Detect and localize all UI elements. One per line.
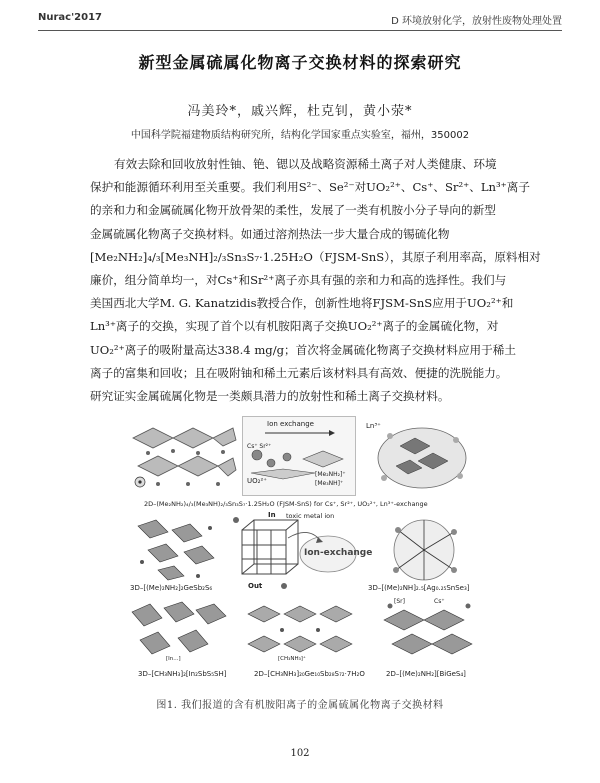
abstract-line: UO₂²⁺离子的吸附量高达338.4 mg/g；首次将金属硫化物离子交换材料应用于稀土 <box>90 342 516 357</box>
abstract-line: 美国西北大学M. G. Kanatzidis教授合作，创新性地将FJSM-SnS应用于UO₂²⁺和 <box>90 296 514 311</box>
sr-ion-label: [Sr] <box>394 598 405 605</box>
bigesi-framework-image <box>374 598 478 666</box>
ion-exchange-schematic <box>242 416 356 496</box>
header-rule <box>38 30 562 31</box>
page-number: 102 <box>290 748 310 759</box>
cs-ion-label: Cs⁺ <box>434 598 445 605</box>
gesbs-framework-image <box>128 516 224 582</box>
paper-title: 新型金属硫属化物离子交换材料的探索研究 <box>138 53 462 72</box>
abstract-line: 离子的富集和回收；且在吸附铀和稀土元素后该材料具有高效、便捷的洗脱能力。 <box>90 365 508 380</box>
ln-exchange-image <box>360 416 478 494</box>
in-species-label: [In...] <box>166 656 181 662</box>
abstract-line: 金属硫属化物离子交换材料。如通过溶剂热法一步大量合成的锡硫化物 <box>90 226 450 241</box>
abstract-line: 的亲和力和金属硫属化物开放骨架的柔性，发展了一类有机胺小分子导向的新型 <box>90 203 496 218</box>
insbs-label: 3D–[CH₃NH₃]₂[In₂SbS₅SH] <box>138 670 227 678</box>
agsnse-drawing <box>368 514 476 584</box>
abstract <box>90 153 541 408</box>
bigesi-drawing <box>374 598 478 666</box>
cs-sr-label: Cs⁺ Sr²⁺ <box>247 443 272 450</box>
out-label: Out <box>248 582 263 590</box>
section-title: D 环境放射化学，放射性废物处理处置 <box>391 16 562 27</box>
ion-exchange-label: Ion exchange <box>267 420 314 428</box>
gesbs-label: 3D–[(Me)₂NH₂]₂GeSb₂S₆ <box>130 584 213 592</box>
bigesi-label: 2D–[(Me)₂NH₂][BiGeS₄] <box>386 670 466 678</box>
agsnse-label: 3D–[(Me)₂NH]₂.₅[Ag₀.₂₅SnSe₃] <box>368 584 470 592</box>
ln-ion-label: Ln³⁺ <box>366 422 381 430</box>
abstract-line: Ln³⁺离子的交换，实现了首个以有机胺阳离子交换UO₂²⁺离子的金属硫化物，对 <box>90 319 499 334</box>
top-row-caption: 2D–(Me₂NH₂)₄/₃(Me₃NH)₂/₃Sn₃S₇·1.25H₂O (FJSM-SnS) for Cs⁺, Sr²⁺, UO₂²⁺, Ln³⁺-exchange <box>144 500 428 508</box>
agsnse-framework-image <box>368 514 476 584</box>
methylammonium-label: [CH₃NH₃]⁺ <box>278 656 306 662</box>
authors: 冯美玲*，戚兴辉，杜克钊，黄小荥* <box>187 104 413 119</box>
abstract-line: 廉价，组分简单均一，对Cs⁺和Sr²⁺离子亦具有强的亲和力和高的选择性。我们与 <box>90 272 507 287</box>
gesbs-drawing <box>128 516 224 582</box>
gesbs-layer-label: 2D–[CH₃NH₃]₂₀Ge₁₀Sb₂₈S₇₂·7H₂O <box>254 670 365 678</box>
abstract-line: 有效去除和回收放射性铀、铯、锶以及战略资源稀土离子对人类健康、环境 <box>114 157 497 171</box>
abstract-line: 保护和能源循环利用至关重要。我们利用S²⁻、Se²⁻对UO₂²⁺、Cs⁺、Sr²⁺、Ln³⁺离子 <box>90 180 530 195</box>
gesbs-layer-image <box>244 600 362 666</box>
toxic-metal-label: toxic metal ion <box>286 512 335 520</box>
center-cube-schematic <box>228 511 373 594</box>
uo2-ion-label: UO₂²⁺ <box>247 477 267 485</box>
sns-framework-image <box>128 418 238 492</box>
abstract-line: [Me₂NH₂]₄/₃[Me₃NH]₂/₃Sn₃S₇·1.25H₂O（FJSM-SnS），其原子利用率高，原料相对 <box>90 249 541 264</box>
running-header <box>38 10 562 28</box>
abstract-line: 研究证实金属硫属化物是一类颇具潜力的放射性和稀土离子交换材料。 <box>90 388 450 403</box>
figure-1 <box>124 412 480 688</box>
me2nh2-label: [Me₂NH₂]⁺ <box>315 471 346 478</box>
figure-caption: 图1. 我们报道的含有机胺阳离子的金属硫属化物离子交换材料 <box>156 700 444 711</box>
ion-exchange-oval-label: Ion-exchange <box>304 548 373 558</box>
layered-framework-drawing <box>128 418 238 492</box>
conference-name: Nurac'2017 <box>38 12 102 23</box>
in-label: In <box>268 511 276 519</box>
insbs-framework-image <box>126 600 230 666</box>
me3nh-label: [Me₃NH]⁺ <box>315 480 344 487</box>
affiliation: 中国科学院福建物质结构研究所，结构化学国家重点实验室，福州，350002 <box>130 130 470 141</box>
